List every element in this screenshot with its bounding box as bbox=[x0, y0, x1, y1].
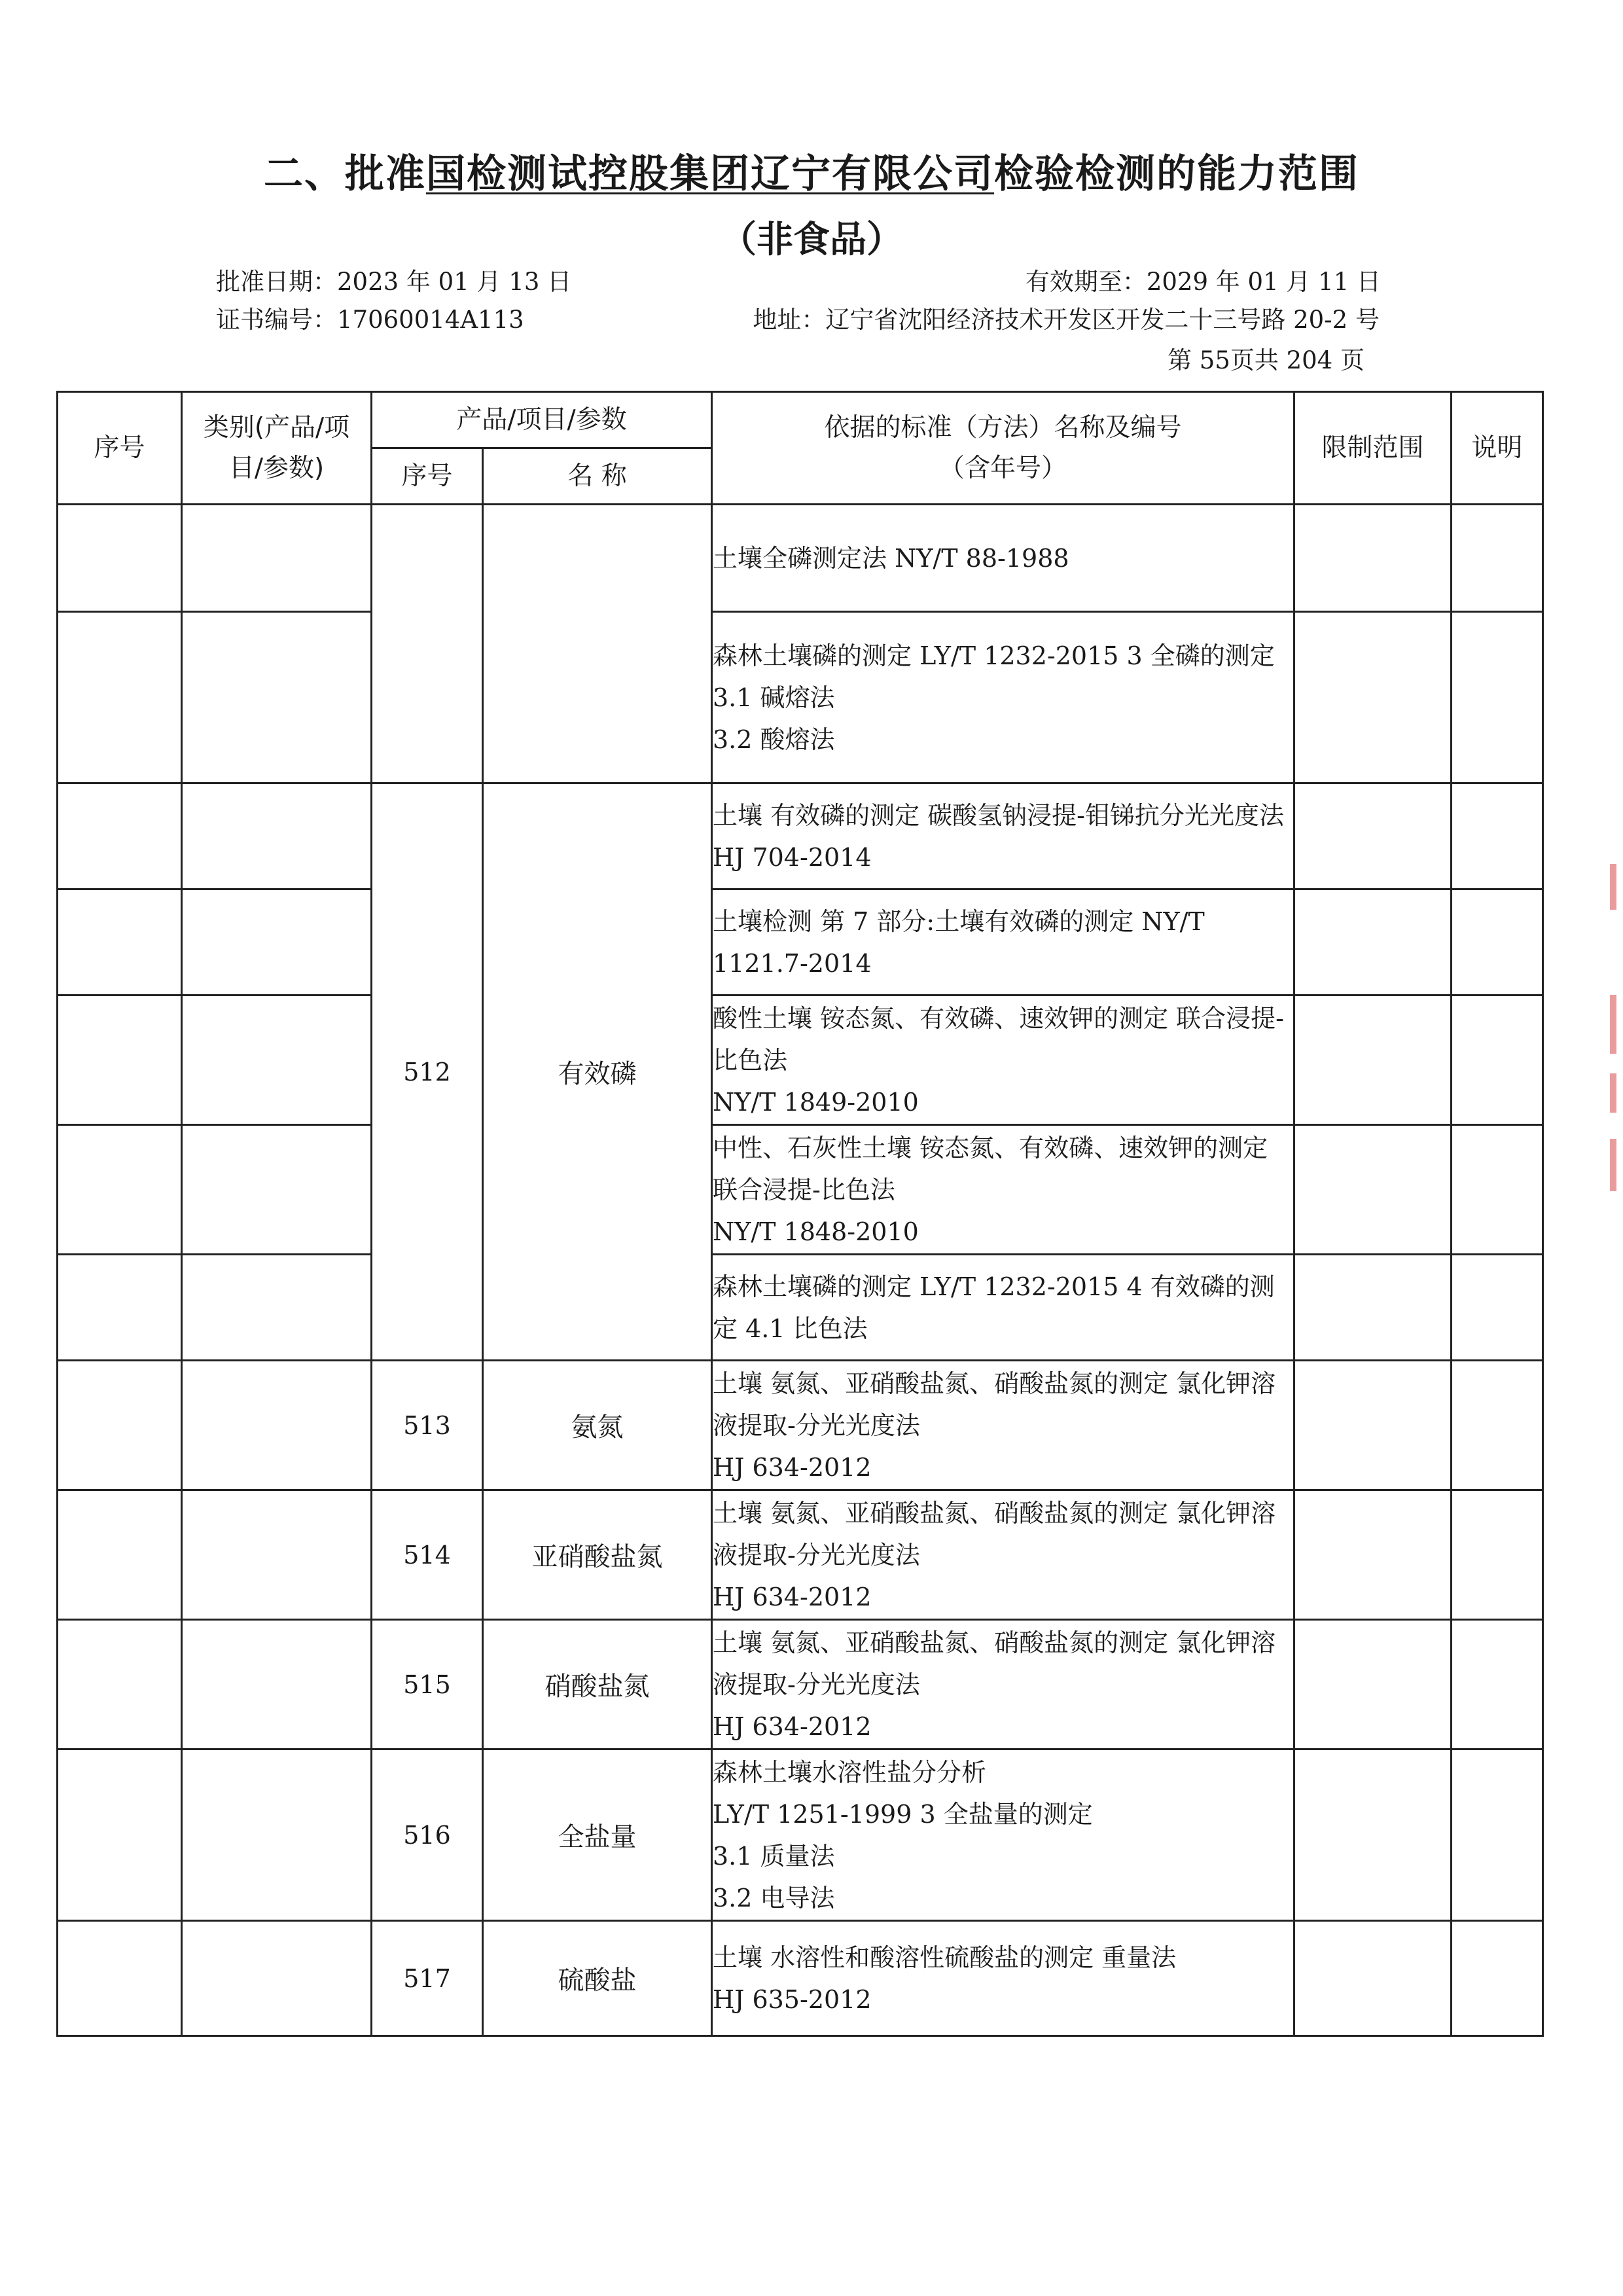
sub-seq-cell: 513 bbox=[372, 1361, 483, 1490]
seal-edge-mark bbox=[1610, 995, 1616, 1054]
note-cell bbox=[1452, 505, 1543, 612]
sub-name-cell: 氨氮 bbox=[483, 1361, 712, 1490]
sub-seq-cell: 512 bbox=[372, 783, 483, 1361]
standard-cell: 土壤 有效磷的测定 碳酸氢钠浸提-钼锑抗分光光度法 HJ 704-2014 bbox=[712, 783, 1294, 889]
seal-edge-mark bbox=[1610, 1073, 1616, 1113]
limit-cell bbox=[1294, 1255, 1452, 1361]
standard-cell: 土壤全磷测定法 NY/T 88-1988 bbox=[712, 505, 1294, 612]
standard-cell: 森林土壤水溶性盐分分析 LY/T 1251-1999 3 全盐量的测定 3.1 质量法 3.2 电导法 bbox=[712, 1749, 1294, 1921]
seq-cell bbox=[58, 1620, 182, 1749]
limit-cell bbox=[1294, 1921, 1452, 2036]
header-standard: 依据的标准（方法）名称及编号（含年号） bbox=[712, 392, 1294, 505]
table-row bbox=[58, 1620, 1543, 1749]
standard-cell: 中性、石灰性土壤 铵态氮、有效磷、速效钾的测定 联合浸提-比色法 NY/T 1848-2010 bbox=[712, 1125, 1294, 1255]
table-row bbox=[58, 1255, 1543, 1361]
seq-cell bbox=[58, 1490, 182, 1620]
category-cell bbox=[182, 505, 372, 612]
sub-seq-cell: 516 bbox=[372, 1749, 483, 1921]
category-cell bbox=[182, 1125, 372, 1255]
seq-cell bbox=[58, 783, 182, 889]
table-row bbox=[58, 505, 1543, 612]
limit-cell bbox=[1294, 889, 1452, 996]
table-row bbox=[58, 1749, 1543, 1921]
page-info: 第 55页共 204 页 bbox=[1168, 346, 1364, 374]
category-cell bbox=[182, 1361, 372, 1490]
sub-name-cell bbox=[483, 505, 712, 783]
limit-cell bbox=[1294, 1125, 1452, 1255]
sub-seq-cell: 514 bbox=[372, 1490, 483, 1620]
address: 地址：辽宁省沈阳经济技术开发区开发二十三号路 20-2 号 bbox=[753, 306, 1380, 334]
category-cell bbox=[182, 996, 372, 1125]
capability-table bbox=[56, 391, 1544, 2037]
standard-cell: 土壤 氨氮、亚硝酸盐氮、硝酸盐氮的测定 氯化钾溶液提取-分光光度法 HJ 634-2012 bbox=[712, 1490, 1294, 1620]
header-sub-name: 名 称 bbox=[483, 448, 712, 505]
sub-name-cell: 硫酸盐 bbox=[483, 1921, 712, 2036]
note-cell bbox=[1452, 1620, 1543, 1749]
note-cell bbox=[1452, 889, 1543, 996]
seal-edge-mark bbox=[1610, 864, 1616, 910]
sub-seq-cell: 517 bbox=[372, 1921, 483, 2036]
limit-cell bbox=[1294, 996, 1452, 1125]
sub-seq-cell: 515 bbox=[372, 1620, 483, 1749]
standard-cell: 森林土壤磷的测定 LY/T 1232-2015 4 有效磷的测定 4.1 比色法 bbox=[712, 1255, 1294, 1361]
header-seq: 序号 bbox=[58, 392, 182, 505]
seal-edge-mark bbox=[1610, 1139, 1616, 1191]
category-cell bbox=[182, 612, 372, 783]
table-row bbox=[58, 1361, 1543, 1490]
limit-cell bbox=[1294, 1749, 1452, 1921]
note-cell bbox=[1452, 996, 1543, 1125]
header-product-group: 产品/项目/参数 bbox=[372, 392, 712, 448]
approval-date: 批准日期：2023 年 01 月 13 日 bbox=[216, 268, 572, 296]
sub-name-cell: 硝酸盐氮 bbox=[483, 1620, 712, 1749]
seq-cell bbox=[58, 1921, 182, 2036]
standard-cell: 土壤 氨氮、亚硝酸盐氮、硝酸盐氮的测定 氯化钾溶液提取-分光光度法 HJ 634-2012 bbox=[712, 1620, 1294, 1749]
limit-cell bbox=[1294, 1361, 1452, 1490]
table-row bbox=[58, 612, 1543, 783]
table-row bbox=[58, 996, 1543, 1125]
limit-cell bbox=[1294, 1490, 1452, 1620]
seq-cell bbox=[58, 1361, 182, 1490]
note-cell bbox=[1452, 1125, 1543, 1255]
valid-until: 有效期至：2029 年 01 月 11 日 bbox=[1025, 268, 1381, 296]
header-limit: 限制范围 bbox=[1294, 392, 1452, 505]
note-cell bbox=[1452, 612, 1543, 783]
seq-cell bbox=[58, 996, 182, 1125]
seq-cell bbox=[58, 612, 182, 783]
standard-cell: 土壤 氨氮、亚硝酸盐氮、硝酸盐氮的测定 氯化钾溶液提取-分光光度法 HJ 634-2012 bbox=[712, 1361, 1294, 1490]
category-cell bbox=[182, 889, 372, 996]
note-cell bbox=[1452, 1255, 1543, 1361]
header-note: 说明 bbox=[1452, 392, 1543, 505]
table-row bbox=[58, 783, 1543, 889]
category-cell bbox=[182, 1255, 372, 1361]
sub-name-cell: 亚硝酸盐氮 bbox=[483, 1490, 712, 1620]
seq-cell bbox=[58, 1749, 182, 1921]
note-cell bbox=[1452, 1361, 1543, 1490]
limit-cell bbox=[1294, 1620, 1452, 1749]
note-cell bbox=[1452, 1490, 1543, 1620]
header-sub-seq: 序号 bbox=[372, 448, 483, 505]
page-title: 二、批准国检测试控股集团辽宁有限公司检验检测的能力范围 bbox=[264, 151, 1359, 197]
category-cell bbox=[182, 1620, 372, 1749]
certificate-number: 证书编号：17060014A113 bbox=[216, 306, 524, 334]
standard-cell: 酸性土壤 铵态氮、有效磷、速效钾的测定 联合浸提-比色法 NY/T 1849-2010 bbox=[712, 996, 1294, 1125]
table-row bbox=[58, 1490, 1543, 1620]
category-cell bbox=[182, 1921, 372, 2036]
category-cell bbox=[182, 1490, 372, 1620]
standard-cell: 土壤 水溶性和酸溶性硫酸盐的测定 重量法 HJ 635-2012 bbox=[712, 1921, 1294, 2036]
standard-cell: 土壤检测 第 7 部分:土壤有效磷的测定 NY/T 1121.7-2014 bbox=[712, 889, 1294, 996]
sub-name-cell: 有效磷 bbox=[483, 783, 712, 1361]
header-category: 类别(产品/项目/参数) bbox=[182, 392, 372, 505]
table-row bbox=[58, 1921, 1543, 2036]
category-cell bbox=[182, 783, 372, 889]
category-cell bbox=[182, 1749, 372, 1921]
standard-cell: 森林土壤磷的测定 LY/T 1232-2015 3 全磷的测定 3.1 碱熔法 3.2 酸熔法 bbox=[712, 612, 1294, 783]
note-cell bbox=[1452, 783, 1543, 889]
note-cell bbox=[1452, 1749, 1543, 1921]
seq-cell bbox=[58, 1255, 182, 1361]
sub-seq-cell bbox=[372, 505, 483, 783]
limit-cell bbox=[1294, 612, 1452, 783]
table-row bbox=[58, 889, 1543, 996]
seq-cell bbox=[58, 505, 182, 612]
seq-cell bbox=[58, 889, 182, 996]
seq-cell bbox=[58, 1125, 182, 1255]
page-subtitle: （非食品） bbox=[720, 219, 903, 261]
table-row bbox=[58, 1125, 1543, 1255]
note-cell bbox=[1452, 1921, 1543, 2036]
limit-cell bbox=[1294, 505, 1452, 612]
sub-name-cell: 全盐量 bbox=[483, 1749, 712, 1921]
limit-cell bbox=[1294, 783, 1452, 889]
